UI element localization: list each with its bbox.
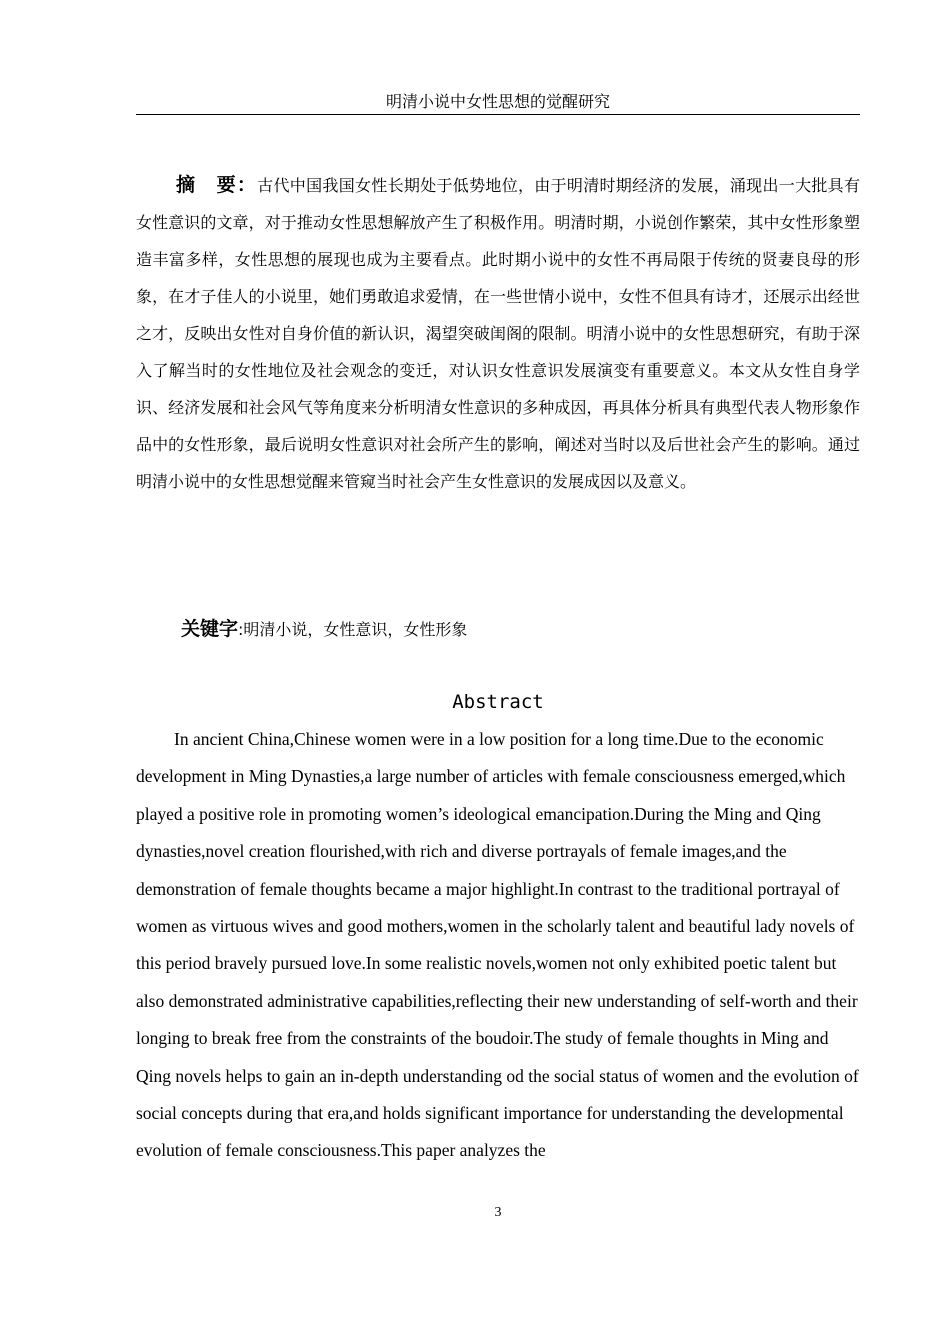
page-number: 3 (494, 1205, 502, 1220)
keywords-text: :明清小说，女性意识，女性形象 (238, 620, 468, 639)
keywords-label: 关键字 (181, 618, 239, 640)
header-rule (136, 114, 860, 115)
chinese-abstract (136, 167, 860, 500)
running-header: 明清小说中女性思想的觉醒研究 (385, 92, 610, 111)
abstract-label: 摘 要： (176, 174, 258, 196)
english-abstract-title: Abstract (452, 691, 544, 713)
keywords (136, 611, 860, 648)
abstract-body: 古代中国我国女性长期处于低势地位，由于明清时期经济的发展，涌现出一大批具有女性意识的文章，对于推动女性思想解放产生了积极作用。明清时期，小说创作繁荣，其中女性形象塑造丰富多样，女性思想的展现也成为主要看点。此时期小说中的女性不再局限于传统的贤妻良母的形象，在才子佳人的小说里，她们勇敢追求爱情，在一些世情小说中，女性不但具有诗才，还展示出经世之才，反映出女性对自身价值的新认识，渴望突破闺阁的限制。明清小说中的女性思想研究，有助于深入了解当时的女性地位及社会观念的变迁，对认识女性意识发展演变有重要意义。本文从女性自身学识、经济发展和社会风气等角度来分析明清女性意识的多种成因，再具体分析具有典型代表人物形象作品中的女性形象，最后说明女性意识对社会所产生的影响，阐述对当时以及后世社会产生的影响。通过明清小说中的女性思想觉醒来管窥当时社会产生女性意识的发展成因以及意义。 (136, 176, 860, 491)
english-abstract-body: In ancient China,Chinese women were in a low position for a long time.Due to the economic development in Ming Dynasties,a large number of articles with female consciousness emerged,which played a positive role in promoting women’s ideological emancipation.During the Ming and Qing dynasties,novel creation flourished,with rich and diverse portrayals of female images,and the demonstration of female thoughts became a major highlight.In contrast to the traditional portrayal of women as virtuous wives and good mothers,women in the scholarly talent and beautiful lady novels of this period bravely pursued love.In some realistic novels,women not only exhibited poetic talent but also demonstrated administrative capabilities,reflecting their new understanding of self-worth and their longing to break free from the constraints of the boudoir.The study of female thoughts in Ming and Qing novels helps to gain an in-depth understanding od the social status of women and the evolution of social concepts during that era,and holds significant importance for understanding the developmental evolution of female consciousness.This paper analyzes the (136, 729, 859, 1161)
